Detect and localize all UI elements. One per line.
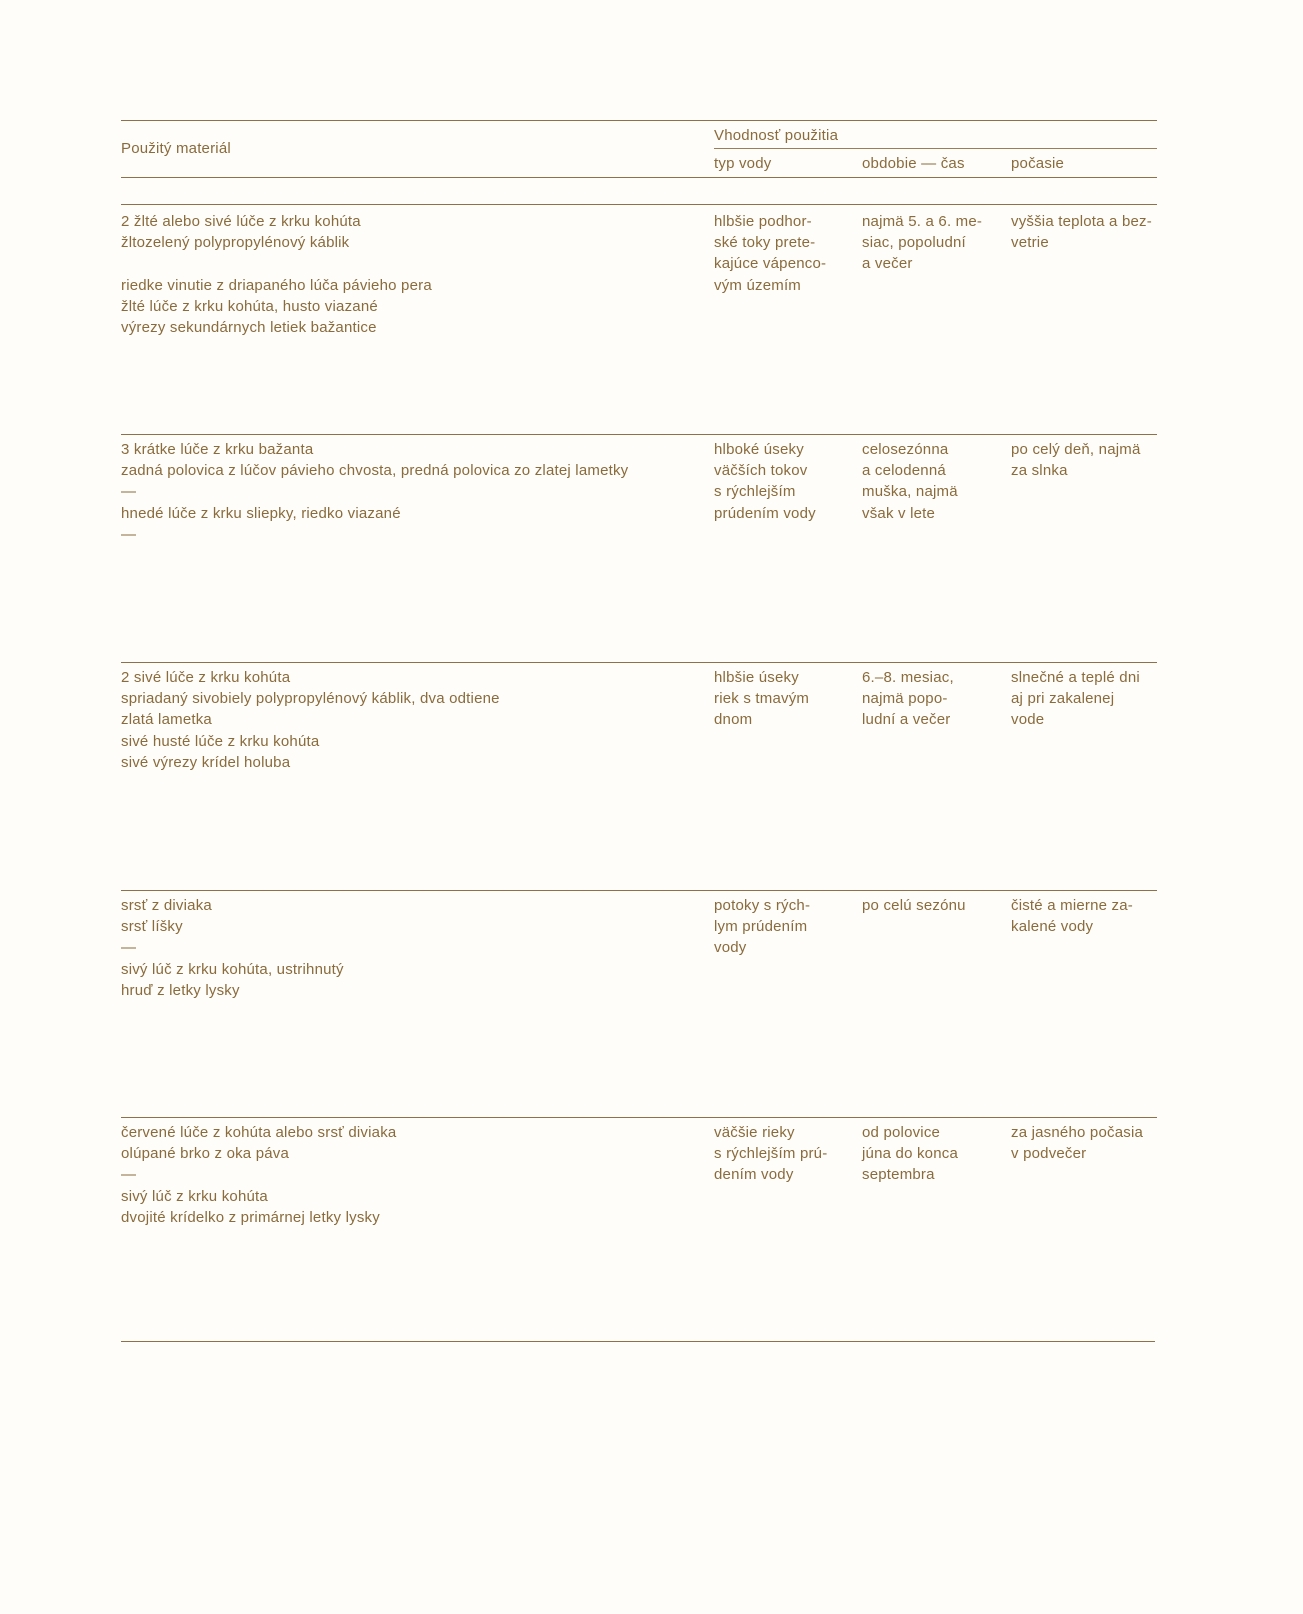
- material-line: srsť líšky: [121, 918, 183, 936]
- row-2-weather: [1011, 439, 1159, 481]
- water-type-line: ské toky prete-: [714, 234, 816, 252]
- table-bottom-rule: [121, 1341, 1155, 1342]
- water-type-line: s rýchlejším prú-: [714, 1145, 828, 1163]
- material-line: [121, 253, 691, 274]
- period-line: celosezónna: [862, 441, 949, 458]
- weather-line: aj pri zakalenej: [1011, 690, 1115, 708]
- material-line: zadná polovica z lúčov pávieho chvosta, predná polovica zo zlatej lametky: [121, 462, 629, 480]
- material-line: sivý lúč z krku kohúta, ustrihnutý: [121, 960, 344, 978]
- period-line: však v lete: [862, 504, 936, 522]
- weather-line: v podvečer: [1011, 1145, 1087, 1163]
- period-line: septembra: [862, 1166, 935, 1184]
- water-type-line: dením vody: [714, 1166, 794, 1184]
- period-line: najmä 5. a 6. me-: [862, 213, 983, 230]
- table-top-rule: [121, 120, 1157, 121]
- row-4-water-type: [714, 895, 854, 959]
- water-type-line: riek s tmavým: [714, 690, 810, 708]
- material-line: srsť z diviaka: [121, 897, 212, 914]
- row-1-weather: [1011, 211, 1159, 253]
- header-period: obdobie — čas: [862, 155, 965, 172]
- material-line: zlatá lametka: [121, 711, 212, 729]
- material-line: červené lúče z kohúta alebo srsť diviaka: [121, 1124, 397, 1141]
- row-5-material: [121, 1122, 691, 1228]
- water-type-line: s rýchlejším: [714, 483, 796, 501]
- material-line: výrezy sekundárnych letiek bažantice: [121, 318, 377, 336]
- material-line: hruď z letky lysky: [121, 981, 240, 999]
- period-line: a celodenná: [862, 462, 946, 480]
- weather-line: čisté a mierne za-: [1011, 897, 1133, 914]
- water-type-line: hlbšie podhor-: [714, 213, 812, 230]
- material-line: sivé výrezy krídel holuba: [121, 753, 291, 771]
- water-type-line: lym prúdením: [714, 918, 808, 936]
- row-4-material: [121, 895, 691, 1001]
- row-5-weather: [1011, 1122, 1159, 1164]
- material-line: dvojité krídelko z primárnej letky lysky: [121, 1208, 380, 1226]
- material-line: 3 krátke lúče z krku bažanta: [121, 441, 314, 458]
- row-5-water-type: [714, 1122, 854, 1186]
- weather-line: vode: [1011, 711, 1045, 729]
- material-line: sivé husté lúče z krku kohúta: [121, 732, 320, 750]
- weather-line: vetrie: [1011, 234, 1049, 252]
- water-type-line: dnom: [714, 711, 753, 729]
- period-line: siac, popoludní: [862, 234, 966, 252]
- period-line: najmä popo-: [862, 690, 948, 708]
- row-4-top-rule: [121, 890, 1157, 891]
- water-type-line: hlboké úseky: [714, 441, 804, 458]
- water-type-line: potoky s rých-: [714, 897, 811, 914]
- row-3-water-type: [714, 667, 854, 731]
- header-sub-rule: [714, 148, 1157, 149]
- row-2-top-rule: [121, 434, 1157, 435]
- material-line: —: [121, 525, 137, 543]
- row-4-weather: [1011, 895, 1159, 937]
- row-1-material: [121, 211, 691, 338]
- period-line: od polovice: [862, 1124, 941, 1141]
- period-line: júna do konca: [862, 1145, 959, 1163]
- header-water-type: typ vody: [714, 155, 772, 172]
- material-line: žltozelený polypropylénový káblik: [121, 234, 350, 252]
- material-line: —: [121, 939, 137, 957]
- weather-line: po celý deň, najmä: [1011, 441, 1141, 458]
- row-3-top-rule: [121, 662, 1157, 663]
- material-line: olúpané brko z oka páva: [121, 1145, 290, 1163]
- row-2-period: [862, 439, 1002, 524]
- period-line: a večer: [862, 255, 913, 273]
- weather-line: vyššia teplota a bez-: [1011, 213, 1152, 230]
- row-1-period: [862, 211, 1002, 275]
- material-line: hnedé lúče z krku sliepky, riedko viazané: [121, 504, 401, 522]
- period-line: 6.–8. mesiac,: [862, 669, 954, 686]
- material-line: 2 žlté alebo sivé lúče z krku kohúta: [121, 213, 361, 230]
- material-line: —: [121, 483, 137, 501]
- water-type-line: kajúce vápenco-: [714, 255, 827, 273]
- water-type-line: vody: [714, 939, 747, 957]
- period-line: ludní a večer: [862, 711, 951, 729]
- water-type-line: vým územím: [714, 276, 802, 294]
- material-line: riedke vinutie z driapaného lúča pávieho pera: [121, 276, 432, 294]
- row-3-weather: [1011, 667, 1159, 731]
- material-line: žlté lúče z krku kohúta, husto viazané: [121, 297, 378, 315]
- row-2-material: [121, 439, 691, 545]
- header-bottom-rule: [121, 177, 1157, 178]
- row-5-period: [862, 1122, 1002, 1186]
- row-1-water-type: [714, 211, 854, 296]
- period-line: po celú sezónu: [862, 897, 966, 914]
- water-type-line: väčšie rieky: [714, 1124, 795, 1141]
- material-line: sivý lúč z krku kohúta: [121, 1187, 268, 1205]
- row-2-water-type: [714, 439, 854, 524]
- material-line: spriadaný sivobiely polypropylénový káblik, dva odtiene: [121, 690, 500, 708]
- weather-line: slnečné a teplé dni: [1011, 669, 1140, 686]
- header-material: Použitý materiál: [121, 140, 231, 157]
- row-3-material: [121, 667, 691, 773]
- material-line: 2 sivé lúče z krku kohúta: [121, 669, 291, 686]
- row-5-top-rule: [121, 1117, 1157, 1118]
- water-type-line: prúdením vody: [714, 504, 816, 522]
- weather-line: za jasného počasia: [1011, 1124, 1144, 1141]
- row-4-period: [862, 895, 1002, 916]
- period-line: muška, najmä: [862, 483, 958, 501]
- row-3-period: [862, 667, 1002, 731]
- water-type-line: väčších tokov: [714, 462, 808, 480]
- row-1-top-rule: [121, 204, 1157, 205]
- water-type-line: hlbšie úseky: [714, 669, 799, 686]
- material-line: —: [121, 1166, 137, 1184]
- header-suitability: Vhodnosť použitia: [714, 127, 839, 144]
- header-weather: počasie: [1011, 155, 1065, 172]
- weather-line: kalené vody: [1011, 918, 1094, 936]
- weather-line: za slnka: [1011, 462, 1068, 480]
